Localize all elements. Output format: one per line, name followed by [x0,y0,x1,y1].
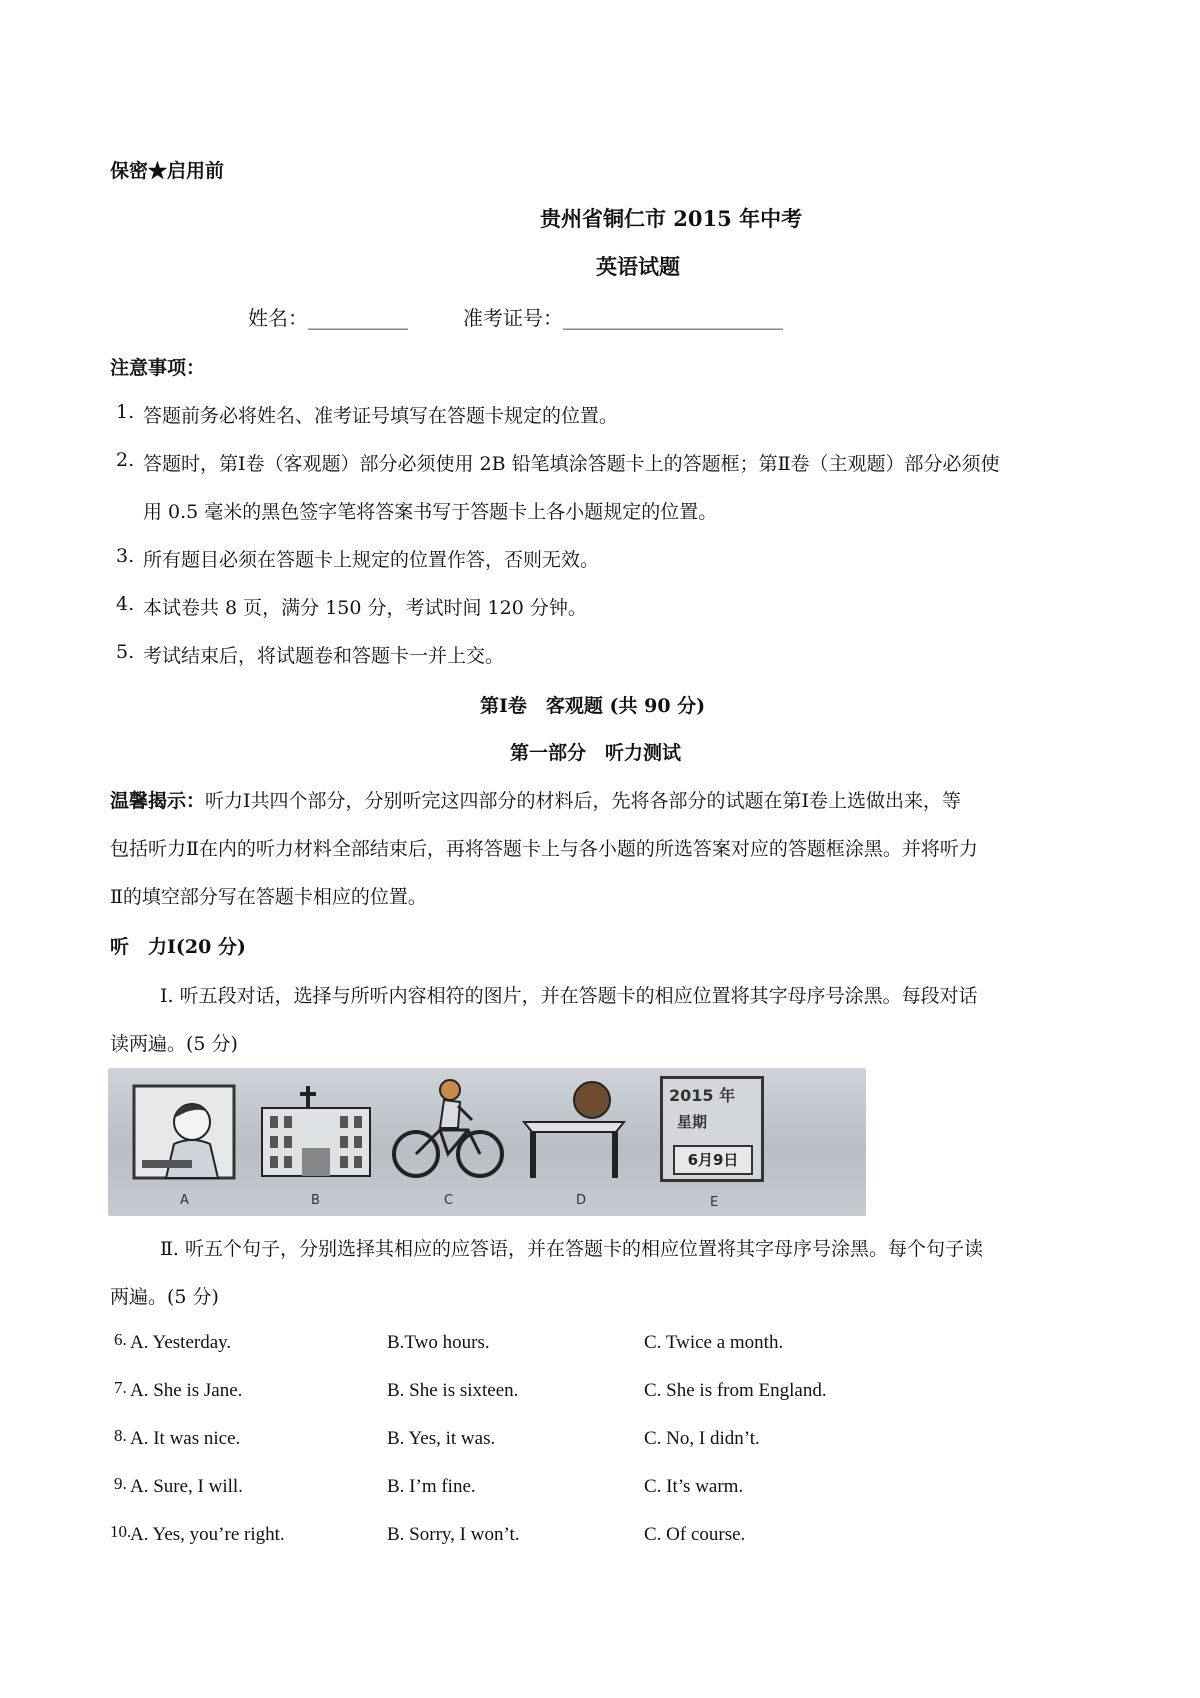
part1-instruction-continued: 读两遍。(5 分) [110,1033,238,1055]
tip-line: 包括听力Ⅱ在内的听力材料全部结束后，再将答题卡上与各小题的所选答案对应的答题框涂黑。并将听力 [110,838,978,860]
option-c: C. Of course. [644,1524,746,1545]
option-a: A. It was nice. [130,1428,241,1449]
option-a: A. Yesterday. [130,1332,232,1353]
notice-item-number: 3. [116,545,135,567]
tip-line: Ⅱ的填空部分写在答题卡相应的位置。 [110,886,427,908]
tip-label: 温馨揭示： [110,790,206,812]
option-b: B. I’m fine. [387,1476,476,1497]
hospital-building-icon [256,1082,376,1182]
picture-letter: C [444,1193,454,1208]
name-field-label: 姓名：__________ [248,306,408,330]
section-title: 第Ⅰ卷 客观题 (共 90 分) [480,695,706,717]
ball-on-table-icon [516,1078,632,1182]
picture-letter: D [576,1193,587,1208]
notice-item-text: 考试结束后，将试题卷和答题卡一并上交。 [143,645,505,667]
calendar-icon [660,1076,764,1182]
option-b: B.Two hours. [387,1332,490,1353]
notice-item-number: 4. [116,593,135,615]
question-number: 10. [110,1522,132,1541]
exam-title: 贵州省铜仁市 2015 年中考 [540,206,803,231]
option-c: C. Twice a month. [644,1332,784,1353]
notice-heading: 注意事项： [110,357,206,379]
part2-instruction: Ⅱ. 听五个句子，分别选择其相应的应答语，并在答题卡的相应位置将其字母序号涂黑。每个句子读 [160,1238,983,1260]
picture-letter: A [180,1193,189,1208]
question-number: 7. [114,1378,127,1397]
notice-item-number: 1. [116,401,135,423]
option-a: A. She is Jane. [130,1380,243,1401]
notice-item-text: 答题时，第Ⅰ卷（客观题）部分必须使用 2B 铅笔填涂答题卡上的答题框；第Ⅱ卷（主观题）部分必须使 [143,453,1000,475]
calendar-year: 2015 年 [669,1086,736,1105]
option-b: B. Yes, it was. [387,1428,496,1449]
picture-strip [108,1068,866,1216]
option-a: A. Yes, you’re right. [130,1524,285,1545]
option-b: B. Sorry, I won’t. [387,1524,520,1545]
part2-instruction-continued: 两遍。(5 分) [110,1286,219,1308]
listening-heading: 听 力Ⅰ(20 分) [110,936,246,958]
notice-item-text: 所有题目必须在答题卡上规定的位置作答，否则无效。 [143,549,600,571]
boy-on-bicycle-icon [388,1076,508,1182]
exam-subtitle: 英语试题 [596,254,680,279]
notice-item-text: 本试卷共 8 页，满分 150 分，考试时间 120 分钟。 [143,597,587,619]
picture-letter: E [710,1195,719,1210]
notice-item-text-continued: 用 0.5 毫米的黑色签字笔将答案书写于答题卡上各小题规定的位置。 [143,501,718,523]
question-number: 6. [114,1330,127,1349]
option-c: C. No, I didn’t. [644,1428,760,1449]
confidential-mark: 保密★启用前 [110,160,225,182]
part-title: 第一部分 听力测试 [510,742,682,764]
picture-letter: B [311,1193,320,1208]
notice-item-text: 答题前务必将姓名、准考证号填写在答题卡规定的位置。 [143,405,619,427]
option-b: B. She is sixteen. [387,1380,519,1401]
exam-id-field-label: 准考证号：______________________ [463,306,783,330]
calendar-date: 6月9日 [673,1145,753,1175]
notice-item-number: 2. [116,449,135,471]
question-number: 9. [114,1474,127,1493]
calendar-weekday: 星期 [677,1113,708,1131]
tip-text: 听力Ⅰ共四个部分，分别听完这四部分的材料后，先将各部分的试题在第Ⅰ卷上选做出来，等 [205,790,962,812]
girl-at-desk-icon [130,1082,240,1182]
option-a: A. Sure, I will. [130,1476,243,1497]
tip-line [110,786,961,813]
part1-instruction: Ⅰ. 听五段对话，选择与所听内容相符的图片，并在答题卡的相应位置将其字母序号涂黑。每段对话 [160,985,978,1007]
notice-item-number: 5. [116,641,135,663]
option-c: C. It’s warm. [644,1476,744,1497]
question-number: 8. [114,1426,127,1445]
option-c: C. She is from England. [644,1380,827,1401]
